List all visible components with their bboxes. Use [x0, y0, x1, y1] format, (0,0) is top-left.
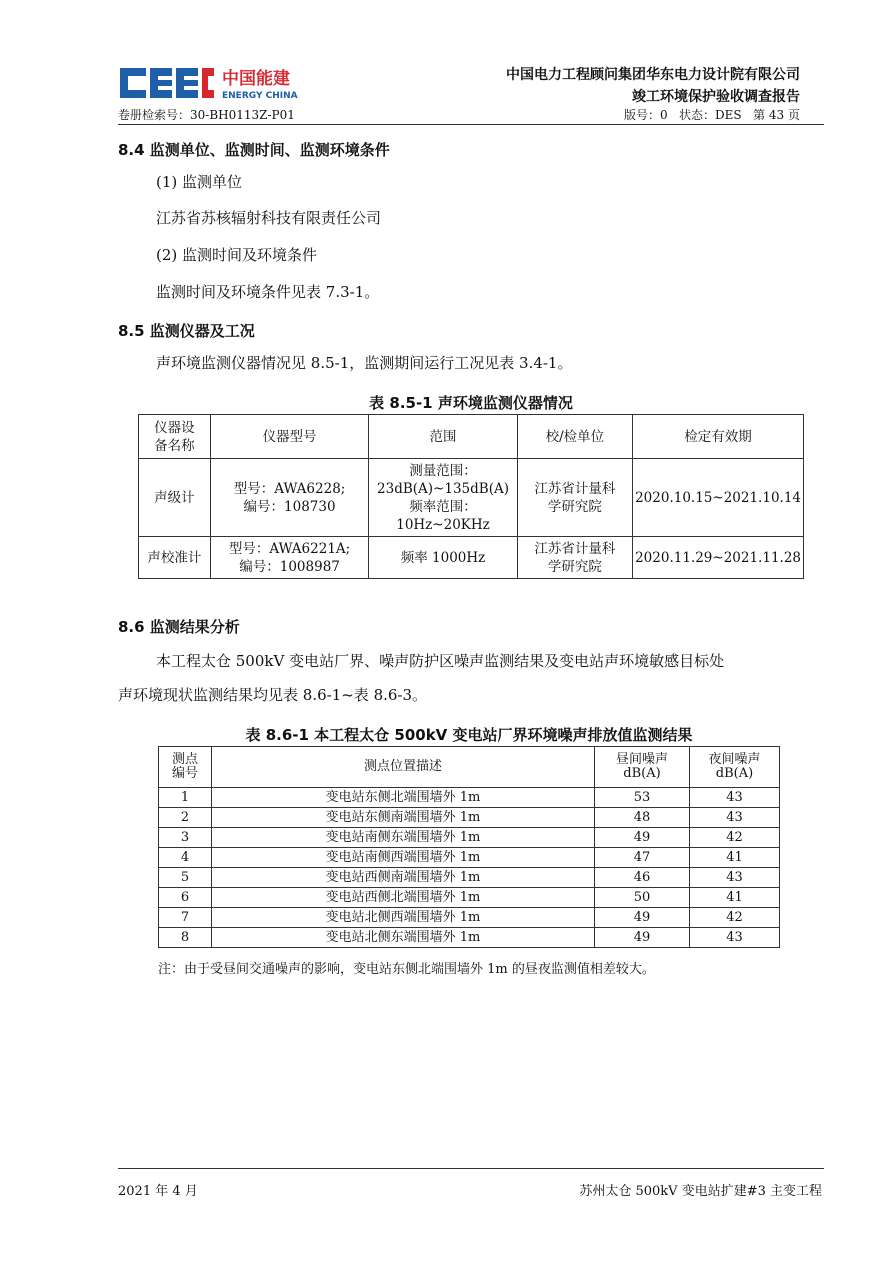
range-line: 10Hz~20KHz: [396, 516, 490, 533]
table-8-6-1-caption: 表 8.6-1 本工程太仓 500kV 变电站厂界环境噪声排放值监测结果: [245, 726, 693, 744]
version-label: 版号：0: [623, 108, 668, 122]
item-monitoring-time: (2) 监测时间及环境条件: [156, 246, 318, 264]
cell-valid: 2020.11.29~2021.11.28: [633, 537, 804, 579]
cell-desc: 变电站北侧东端围墙外 1m: [212, 928, 595, 948]
header-line: 备名称: [154, 437, 195, 454]
table-row: [139, 537, 804, 579]
cell-desc: 变电站东侧北端围墙外 1m: [212, 788, 595, 808]
cell-desc: 变电站北侧西端围墙外 1m: [212, 908, 595, 928]
col-header-id: [159, 747, 212, 788]
cell-night: 42: [690, 828, 780, 848]
cell-name: 声级计: [139, 459, 211, 537]
cell-range: [369, 459, 517, 537]
header-line: dB(A): [623, 766, 661, 781]
company-name: 中国电力工程顾问集团华东电力设计院有限公司: [506, 67, 800, 83]
model-line: 型号：AWA6221A;: [228, 540, 351, 557]
col-header: 仪器型号: [210, 415, 369, 459]
cell-night: 43: [690, 868, 780, 888]
header-line: dB(A): [715, 766, 754, 781]
cell-id: 3: [159, 828, 212, 848]
cell-day: 49: [595, 828, 690, 848]
footer-date: 2021 年 4 月: [118, 1184, 198, 1199]
archive-number: 卷册检索号：30-BH0113Z-P01: [118, 108, 295, 122]
cell-day: 48: [595, 808, 690, 828]
table-row: [159, 868, 780, 888]
instrument-table: [138, 414, 804, 579]
section-8-6-title: 8.6 监测结果分析: [118, 618, 240, 636]
cell-id: 8: [159, 928, 212, 948]
table-row: [159, 788, 780, 808]
page-number: 第 43 页: [753, 108, 800, 122]
range-line: 测量范围：: [409, 462, 477, 479]
org-line: 学研究院: [547, 558, 602, 575]
cell-org: [517, 459, 632, 537]
monitoring-time-text: 监测时间及环境条件见表 7.3-1。: [156, 283, 380, 301]
table-row: [139, 459, 804, 537]
col-header: [139, 415, 211, 459]
header-line: 昼间噪声: [615, 752, 668, 767]
cell-night: 43: [690, 928, 780, 948]
org-line: 江苏省计量科: [534, 480, 616, 497]
range-line: 23dB(A)~135dB(A): [377, 480, 509, 497]
cell-day: 49: [595, 908, 690, 928]
cell-day: 49: [595, 928, 690, 948]
cell-day: 53: [595, 788, 690, 808]
cell-night: 42: [690, 908, 780, 928]
item-monitoring-unit: (1) 监测单位: [156, 173, 243, 191]
col-header: 检定有效期: [633, 415, 804, 459]
cell-night: 41: [690, 848, 780, 868]
org-line: 江苏省计量科: [534, 540, 616, 557]
range-line: 频率范围：: [409, 498, 477, 515]
cell-valid: 2020.10.15~2021.10.14: [633, 459, 804, 537]
header-line: 测点: [171, 752, 198, 767]
header-line: 仪器设: [154, 419, 195, 436]
cell-day: 46: [595, 868, 690, 888]
cell-model: [210, 537, 369, 579]
cell-id: 7: [159, 908, 212, 928]
cell-day: 50: [595, 888, 690, 908]
cell-model: [210, 459, 369, 537]
cell-range: 频率 1000Hz: [369, 537, 517, 579]
report-title: 竣工环境保护验收调查报告: [632, 89, 800, 105]
table-row: [159, 908, 780, 928]
cell-night: 41: [690, 888, 780, 908]
col-header: 范围: [369, 415, 517, 459]
footer-rule: [118, 1168, 824, 1169]
status-label: 状态：DES: [679, 108, 742, 122]
cell-desc: 变电站南侧东端围墙外 1m: [212, 828, 595, 848]
cell-name: 声校准计: [139, 537, 211, 579]
table-note: 注：由于受昼间交通噪声的影响，变电站东侧北端围墙外 1m 的昼夜监测值相差较大。: [158, 962, 655, 977]
table-row: [159, 888, 780, 908]
org-line: 学研究院: [547, 498, 602, 515]
table-row: [159, 848, 780, 868]
monitoring-unit-name: 江苏省苏核辐射科技有限责任公司: [156, 209, 382, 227]
section-8-4-title: 8.4 监测单位、监测时间、监测环境条件: [118, 141, 390, 159]
svg-text:中国能建: 中国能建: [222, 69, 290, 89]
section-8-5-text: 声环境监测仪器情况见 8.5-1，监测期间运行工况见表 3.4-1。: [156, 354, 573, 372]
section-8-6-text-line2: 声环境现状监测结果均见表 8.6-1~表 8.6-3。: [118, 686, 428, 704]
model-line: 型号：AWA6228;: [233, 480, 346, 497]
table-row: [159, 928, 780, 948]
table-row: [159, 808, 780, 828]
cell-night: 43: [690, 808, 780, 828]
col-header-day: [595, 747, 690, 788]
header-line: 编号: [171, 766, 198, 781]
ceec-energy-china-logo: [118, 64, 318, 104]
header-line: 夜间噪声: [708, 752, 761, 767]
model-line: 编号：108730: [243, 498, 336, 515]
cell-desc: 变电站南侧西端围墙外 1m: [212, 848, 595, 868]
cell-desc: 变电站西侧南端围墙外 1m: [212, 868, 595, 888]
col-header: 校/检单位: [517, 415, 632, 459]
header-rule: [118, 124, 824, 125]
cell-org: [517, 537, 632, 579]
noise-results-table: [158, 746, 780, 948]
cell-night: 43: [690, 788, 780, 808]
cell-desc: 变电站西侧北端围墙外 1m: [212, 888, 595, 908]
cell-id: 1: [159, 788, 212, 808]
svg-text:ENERGY CHINA: ENERGY CHINA: [222, 91, 298, 101]
cell-id: 5: [159, 868, 212, 888]
cell-desc: 变电站东侧南端围墙外 1m: [212, 808, 595, 828]
col-header-desc: 测点位置描述: [212, 747, 595, 788]
table-row: [159, 828, 780, 848]
section-8-6-text-line1: 本工程太仓 500kV 变电站厂界、噪声防护区噪声监测结果及变电站声环境敏感目标处: [156, 652, 725, 670]
table-header-row: [139, 415, 804, 459]
cell-id: 4: [159, 848, 212, 868]
table-header-row: [159, 747, 780, 788]
noise-results-body: [159, 788, 780, 948]
section-8-5-title: 8.5 监测仪器及工况: [118, 322, 255, 340]
model-line: 编号：1008987: [239, 558, 340, 575]
cell-id: 6: [159, 888, 212, 908]
header-meta: [624, 106, 800, 123]
cell-id: 2: [159, 808, 212, 828]
cell-day: 47: [595, 848, 690, 868]
table-8-5-1-caption: 表 8.5-1 声环境监测仪器情况: [369, 394, 573, 412]
footer-project: 苏州太仓 500kV 变电站扩建#3 主变工程: [579, 1184, 822, 1199]
col-header-night: [690, 747, 780, 788]
